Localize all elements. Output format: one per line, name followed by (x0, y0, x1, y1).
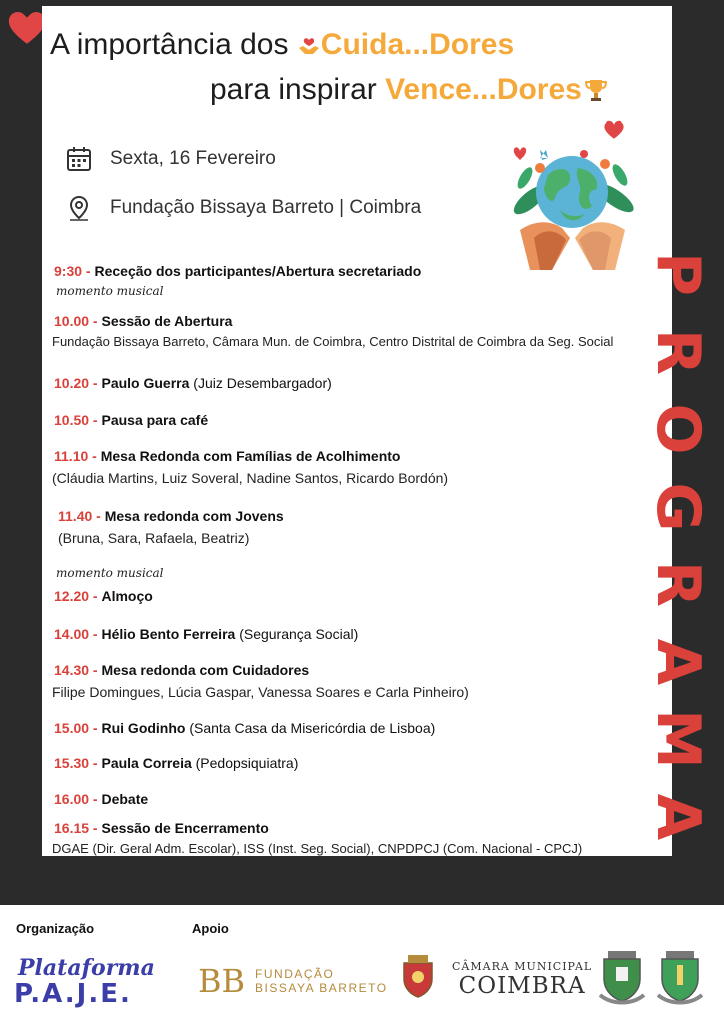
coimbra-crest-icon (398, 953, 438, 999)
musical-moment-note: momento musical (56, 566, 164, 580)
program-item-detail: Filipe Domingues, Lúcia Gaspar, Vanessa Soares e Carla Pinheiro) (52, 684, 469, 700)
program-item: 15.30 - Paula Correia (Pedopsiquiatra) (54, 755, 299, 771)
location-text: Fundação Bissaya Barreto | Coimbra (110, 197, 422, 218)
calendar-icon (66, 146, 92, 172)
organization-label: Organização (16, 921, 95, 936)
small-heart-icon (604, 122, 624, 140)
programa-vertical-label (638, 240, 718, 860)
programa-letter: A (643, 638, 713, 685)
program-item-detail: DGAE (Dir. Geral Adm. Escolar), ISS (Inst. Seg. Social), CNPDPCJ (Com. Nacional - CPCJ) (52, 841, 583, 856)
event-date (66, 146, 276, 172)
programa-letter: A (643, 793, 713, 840)
parish-crest-1-icon (596, 949, 648, 1005)
heart-icon (8, 12, 46, 46)
program-item: 14.30 - Mesa redonda com Cuidadores (54, 662, 310, 678)
page-title-line2 (210, 73, 610, 107)
program-item: 11.10 - Mesa Redonda com Famílias de Acolhimento (54, 448, 401, 464)
fbb-monogram: BB (198, 962, 246, 1000)
musical-moment-note: momento musical (56, 284, 164, 298)
program-item: 10.00 - Sessão de Abertura (54, 313, 233, 329)
fundacao-bissaya-barreto-logo (198, 962, 388, 1000)
title-accent-cuidadores: Cuida...Dores (320, 28, 515, 61)
cmc-line2: COIMBRA (458, 973, 586, 999)
program-item: 10.50 - Pausa para café (54, 412, 209, 428)
event-location (66, 195, 421, 221)
fbb-line1: FUNDAÇÃO (255, 967, 335, 981)
programa-letter: M (643, 709, 713, 769)
title-prefix: A importância dos (50, 28, 297, 61)
location-pin-icon (66, 195, 92, 221)
program-item-detail: (Cláudia Martins, Luiz Soveral, Nadine Santos, Ricardo Bordón) (52, 470, 449, 486)
paje-logo-line2: P.A.J.E. (14, 979, 132, 1009)
program-item: 10.20 - Paulo Guerra (Juiz Desembargador) (54, 375, 332, 391)
title-prefix-2: para inspirar (210, 73, 386, 106)
date-text: Sexta, 16 Fevereiro (110, 148, 276, 169)
program-item-detail: Fundação Bissaya Barreto, Câmara Mun. de Coimbra, Centro Distrital de Coimbra da Seg. Social (52, 334, 614, 349)
programa-letter: O (643, 403, 713, 455)
program-item: 15.00 - Rui Godinho (Santa Casa da Misericórdia de Lisboa) (54, 720, 436, 736)
cmc-line1: CÂMARA MUNICIPAL (452, 960, 593, 973)
program-item-detail: (Bruna, Sara, Rafaela, Beatriz) (58, 530, 250, 546)
paje-logo-line1: Plataforma (18, 955, 155, 981)
sponsors-footer (0, 905, 724, 1024)
fbb-line2: BISSAYA BARRETO (255, 981, 388, 995)
program-item: 14.00 - Hélio Bento Ferreira (Segurança Social) (54, 626, 359, 642)
title-accent-vencedores: Vence...Dores (385, 73, 582, 106)
support-label: Apoio (192, 921, 229, 936)
caring-hands-icon (297, 34, 321, 58)
programa-letter: R (643, 560, 713, 608)
page-title-line1 (50, 28, 514, 62)
program-item: 16.00 - Debate (54, 791, 149, 807)
parish-crest-2-icon (654, 949, 706, 1005)
trophy-icon (582, 77, 610, 105)
program-item: 9:30 - Receção dos participantes/Abertura secretariado (54, 263, 422, 279)
programa-letter: G (643, 481, 713, 532)
program-item: 11.40 - Mesa redonda com Jovens (58, 508, 284, 524)
earth-in-hands-illustration (500, 120, 645, 270)
programa-letter: P (643, 252, 713, 296)
camara-municipal-coimbra-logo (452, 960, 592, 999)
program-item: 12.20 - Almoço (54, 588, 153, 604)
program-item: 16.15 - Sessão de Encerramento (54, 820, 269, 836)
programa-letter: R (643, 328, 713, 375)
